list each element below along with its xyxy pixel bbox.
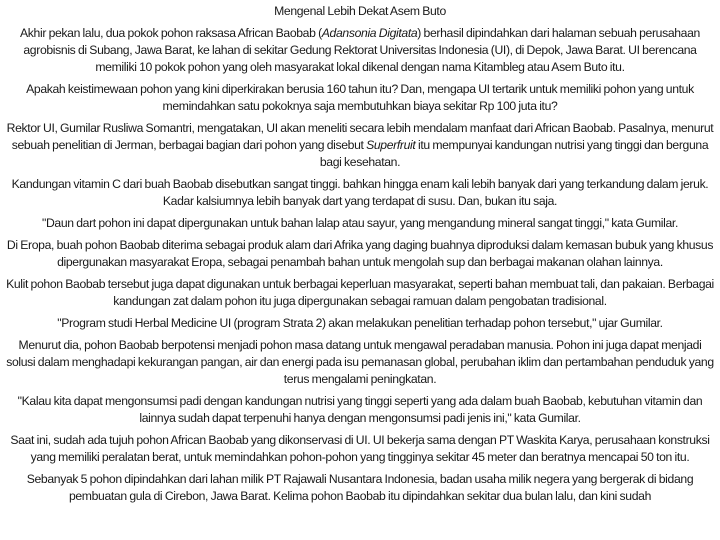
paragraph: Menurut dia, pohon Baobab berpotensi menjadi pohon masa datang untuk mengawal peradaban manusia. Pohon ini juga dapat menjadi solusi dalam menghadapi kekurangan pangan, air dan energi pada isu pemanasan global, perubahan iklim dan pertambahan penduduk yang terus mengalami peningkatan. [6,338,714,386]
paragraph: "Program studi Herbal Medicine UI (program Strata 2) akan melakukan penelitian terhadap pohon tersebut," ujar Gumilar. [57,316,663,330]
paragraph: Apakah keistimewaan pohon yang kini diperkirakan berusia 160 tahun itu? Dan, mengapa UI tertarik untuk memiliki pohon yang untuk memindahkan satu pokoknya saja membutuhkan biaya sekitar Rp 100 juta itu? [26,82,694,113]
paragraph: Sebanyak 5 pohon dipindahkan dari lahan milik PT Rajawali Nusantara Indonesia, badan usaha milik negera yang bergerak di bidang pembuatan gula di Cirebon, Jawa Barat. Kelima pohon Baobab itu dipindahkan sekitar dua bulan lalu, dan kini sudah [26,472,694,503]
paragraph: Kulit pohon Baobab tersebut juga dapat digunakan untuk berbagai keperluan masyarakat, seperti bahan membuat tali, dan pakaian. Berbagai kandungan zat dalam pohon itu juga dipergunakan sebagai ramuan dalam pengobatan tradisional. [6,277,714,308]
paragraph [5,120,715,171]
paragraph: Kandungan vitamin C dari buah Baobab disebutkan sangat tinggi. bahkan hingga enam kali lebih banyak dari yang terkandung dalam jeruk. Kadar kalsiumnya lebih banyak dart yang terdapat di susu. Dan, bukan itu saja. [11,177,709,208]
text: Rektor UI, Gumilar Rusliwa Somantri, mengatakan, UI akan meneliti secara lebih mendalam manfaat dari African Baobab. Pasalnya, menurut sebuah penelitian di Jerman, berbagai bagian dari pohon yang disebut [6,121,714,152]
paragraph: "Kalau kita dapat mengonsumsi padi dengan kandungan nutrisi yang tinggi seperti yang ada dalam buah Baobab, kebutuhan vitamin dan lainnya sudah dapat terpenuhi hanya dengan mengonsumsi padi jenis ini," kata Gumilar. [17,394,703,425]
paragraph: Saat ini, sudah ada tujuh pohon African Baobab yang dikonservasi di UI. UI bekerja sama dengan PT Waskita Karya, perusahaan konstruksi yang memiliki peralatan berat, untuk memindahkan pohon-pohon yang tingginya sekitar 45 meter dan beratnya mencapai 50 ton itu. [10,433,710,464]
paragraph [5,25,715,76]
text: itu mempunyai kandungan nutrisi yang tinggi dan berguna bagi kesehatan. [319,138,709,169]
italic-text: Superfruit [366,138,416,152]
paragraph: Di Eropa, buah pohon Baobab diterima sebagai produk alam dari Afrika yang daging buahnya diproduksi dalam kemasan bubuk yang khusus dipergunakan masyarakat Eropa, sebagai penambah bahan untuk mengolah sup dan berbagai makanan olahan lainnya. [6,238,714,269]
text: Akhir pekan lalu, dua pokok pohon raksasa African Baobab ( [20,26,322,40]
paragraph: "Daun dart pohon ini dapat dipergunakan untuk bahan lalap atau sayur, yang mengandung mineral sangat tinggi," kata Gumilar. [41,216,678,230]
italic-text: Adansonia Digitata [321,26,418,40]
text: ) berhasil dipindahkan dari halaman sebuah perusahaan agrobisnis di Subang, Jawa Barat, ke lahan di sekitar Gedung Rektorat Universitas Indonesia (UI), di Depok, Jawa Barat. UI berencana memiliki 10 pokok pohon yang oleh masyarakat lokal dikenal dengan nama Kitambleg atau Asem Buto itu. [23,26,700,74]
document-title: Mengenal Lebih Dekat Asem Buto [274,4,446,18]
